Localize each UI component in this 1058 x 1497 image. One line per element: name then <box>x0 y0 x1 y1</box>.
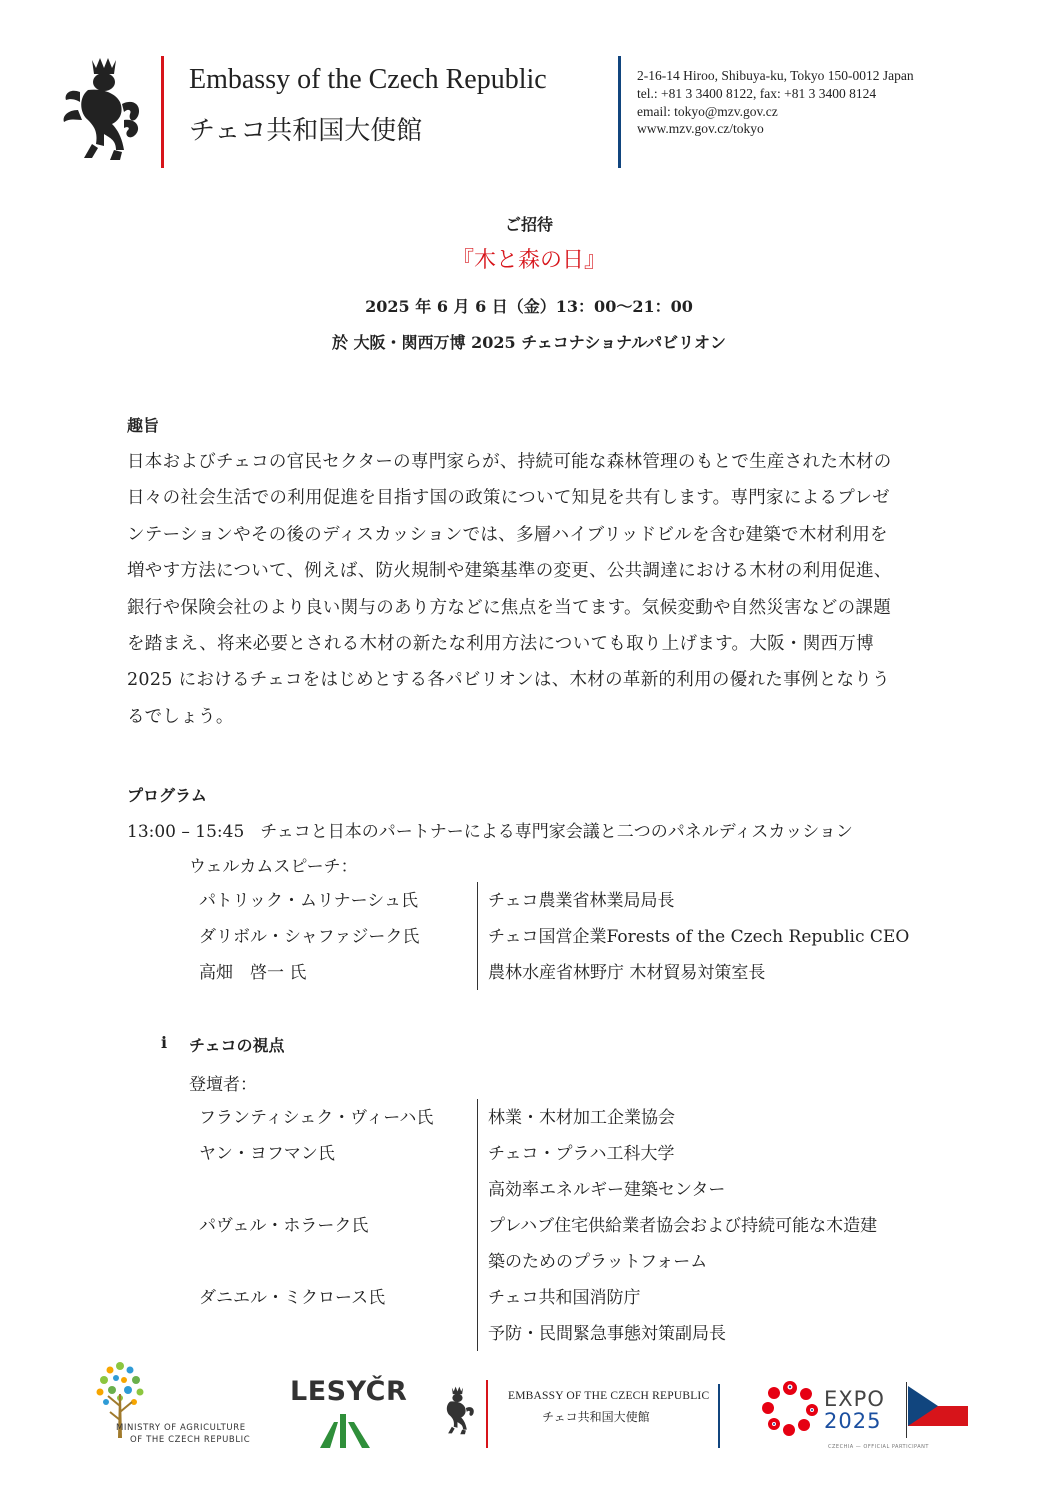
panel1-speakers-label: 登壇者： <box>189 1075 257 1095</box>
speaker-name: 高畑 啓一 氏 <box>199 963 307 983</box>
purpose-line: 日々の社会生活での利用促進を目指す国の政策について知見を共有します。専門家によるプレゼ <box>127 488 890 509</box>
header-address: 2-16-14 Hiroo, Shibuya-ku, Tokyo 150-0012 Japan <box>637 68 914 83</box>
speaker-role: 築のためのプラットフォーム <box>488 1252 708 1272</box>
purpose-line: 日本およびチェコの官民セクターの専門家らが、持続可能な森林管理のもとで生産された木材の <box>127 452 892 472</box>
expo-year: 2025 <box>824 1409 882 1433</box>
footer-blue-divider <box>718 1384 720 1448</box>
speaker-role: チェコ農業省林業局局長 <box>488 891 675 911</box>
header-org-name-ja: チェコ共和国大使館 <box>189 116 423 146</box>
session-title: チェコと日本のパートナーによる専門家会議と二つのパネルディスカッション <box>260 822 853 842</box>
header-website[interactable]: www.mzv.gov.cz/tokyo <box>637 121 764 137</box>
ministry-name-line2: OF THE CZECH REPUBLIC <box>130 1435 251 1445</box>
session-time: 13:00 – 15:45 <box>127 822 245 842</box>
expo-tagline: CZECHIA — OFFICIAL PARTICIPANT <box>828 1444 929 1450</box>
czech-lion-emblem <box>58 54 148 162</box>
header-tel-fax: tel.: +81 3 3400 8122, fax: +81 3 3400 8124 <box>637 85 877 101</box>
event-venue: 於 大阪・関西万博 2025 チェコナショナルパビリオン <box>331 333 727 352</box>
speaker-name: パヴェル・ホラーク氏 <box>199 1216 369 1236</box>
program-session-line <box>127 817 853 842</box>
speaker-role: 林業・木材加工企業協会 <box>488 1108 675 1128</box>
expo-czechia-logo <box>762 1378 972 1458</box>
panel1-numeral: i <box>161 1033 168 1052</box>
purpose-paragraph <box>127 444 939 735</box>
invitation-label: ご招待 <box>504 215 553 234</box>
footer-embassy-ja: チェコ共和国大使館 <box>542 1410 650 1424</box>
speaker-name: パトリック・ムリナーシュ氏 <box>199 891 418 911</box>
program-heading: プログラム <box>127 786 207 805</box>
lesy-tree-mark-icon <box>316 1414 376 1450</box>
speaker-role: 予防・民間緊急事態対策副局長 <box>488 1324 726 1344</box>
speaker-name: ダニエル・ミクロース氏 <box>199 1288 386 1308</box>
czech-lion-small-icon <box>436 1384 478 1436</box>
event-title: 『木と森の日』 <box>451 248 606 273</box>
header-email[interactable]: email: tokyo@mzv.gov.cz <box>637 103 778 119</box>
purpose-heading: 趣旨 <box>127 416 160 435</box>
footer-embassy-en: EMBASSY OF THE CZECH REPUBLIC <box>508 1390 710 1402</box>
header-contact-block <box>637 67 914 138</box>
speaker-name: フランティシェク・ヴィーハ氏 <box>199 1108 434 1128</box>
panel1-title: チェコの視点 <box>189 1036 285 1055</box>
speaker-role: チェコ共和国消防庁 <box>488 1288 641 1308</box>
purpose-line: を踏まえ、将来必要とされる木材の新たな利用方法についても取り上げます。大阪・関西万博 <box>127 634 874 655</box>
header-blue-divider <box>618 56 621 168</box>
header-org-name-en: Embassy of the Czech Republic <box>189 64 547 95</box>
speaker-role: プレハブ住宅供給業者協会および持続可能な木造建 <box>488 1216 878 1236</box>
purpose-line: 2025 におけるチェコをはじめとする各パビリオンは、木材の革新的利用の優れた事例となりう <box>127 670 890 691</box>
czech-flag-icon <box>908 1386 968 1426</box>
speaker-role: チェコ国営企業Forests of the Czech Republic CEO <box>488 927 910 947</box>
embassy-footer-logo <box>436 1380 726 1452</box>
expo-divider <box>906 1382 907 1438</box>
ministry-name-line1: MINISTRY OF AGRICULTURE <box>116 1423 246 1433</box>
purpose-line: ンテーションやその後のディスカッションでは、多層ハイブリッドビルを含む建築で木材利用を <box>127 524 888 545</box>
event-datetime: 2025 年 6 月 6 日（金）13：00～21：00 <box>365 297 693 316</box>
speaker-name: ダリボル・シャファジーク氏 <box>199 927 420 947</box>
welcome-speech-label: ウェルカムスピーチ： <box>189 857 358 877</box>
lesy-cr-logo <box>290 1376 408 1452</box>
ministry-agriculture-logo <box>88 1358 288 1458</box>
header-red-divider <box>161 56 164 168</box>
lesy-cr-wordmark: LESYČR <box>290 1376 408 1407</box>
purpose-line: 銀行や保険会社のより良い関与のあり方などに焦点を当てます。気候変動や自然災害などの課題 <box>127 597 891 618</box>
speaker-name: ヤン・ヨフマン氏 <box>199 1144 335 1164</box>
speaker-role: 高効率エネルギー建築センター <box>488 1180 726 1200</box>
purpose-line: るでしょう。 <box>127 706 234 727</box>
table-divider <box>477 882 478 990</box>
speaker-role: チェコ・プラハ工科大学 <box>488 1144 675 1164</box>
speaker-role: 農林水産省林野庁 木材貿易対策室長 <box>488 963 766 983</box>
table-divider <box>477 1099 478 1351</box>
expo-wordmark: EXPO <box>824 1387 885 1411</box>
footer-red-divider <box>486 1380 488 1448</box>
purpose-line: 増やす方法について、例えば、防火規制や建築基準の変更、公共調達における木材の利用促進、 <box>127 561 892 582</box>
expo-myaku-mark-icon <box>762 1380 818 1436</box>
